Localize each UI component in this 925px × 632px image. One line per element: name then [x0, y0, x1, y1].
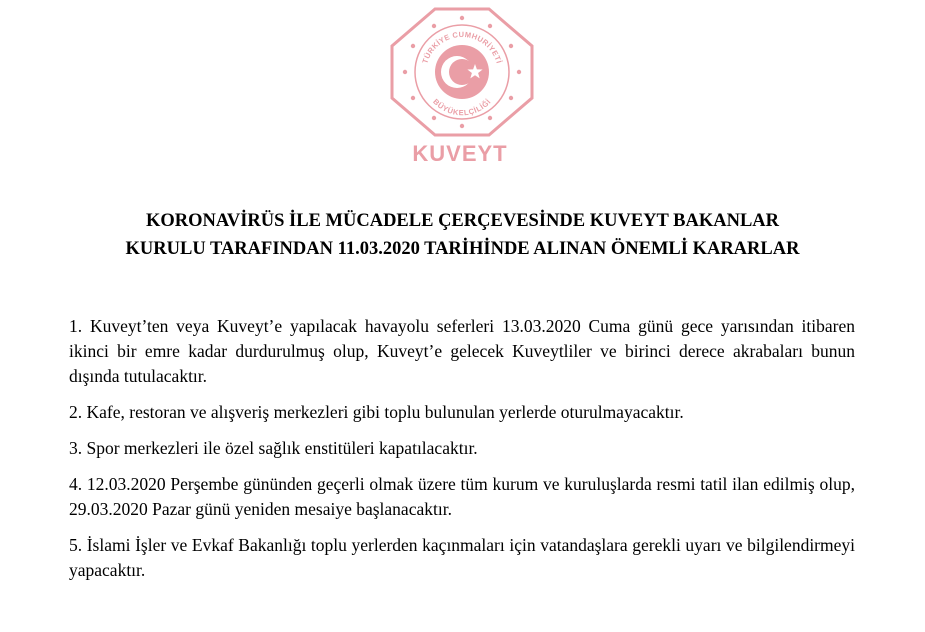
decision-item-4: 4. 12.03.2020 Perşembe gününden geçerli olmak üzere tüm kurum ve kuruluşlarda resmi tatil ilan edilmiş olup, 29.03.2020 Pazar günü yeniden mesaiye başlanacaktır.	[69, 474, 855, 519]
emblem-top-text: TÜRKİYE CUMHURİYETİ	[420, 29, 504, 65]
decision-item-1: 1. Kuveyt’ten veya Kuveyt’e yapılacak havayolu seferleri 13.03.2020 Cuma günü gece yarısından itibaren ikinci bir emre kadar durdurulmuş olup, Kuveyt’e gelecek Kuveytliler ve birinci derece akrabaları bunun dışında tutulacaktır.	[69, 316, 855, 386]
emblem-bottom-text: BÜYÜKELÇİLİĞİ	[431, 96, 493, 118]
decision-item-5: 5. İslami İşler ve Evkaf Bakanlığı toplu yerlerden kaçınmaları için vatandaşlara gerekli uyarı ve bilgilendirmeyi yapacaktır.	[69, 535, 855, 580]
title-line-1: KORONAVİRÜS İLE MÜCADELE ÇERÇEVESİNDE KUVEYT BAKANLAR	[145, 211, 780, 231]
country-name: KUVEYT	[412, 141, 508, 166]
decision-list	[69, 314, 855, 594]
decision-item-3: 3. Spor merkezleri ile özel sağlık enstitüleri kapatılacaktır.	[69, 438, 478, 458]
decision-item-2: 2. Kafe, restoran ve alışveriş merkezleri gibi toplu bulunulan yerlerde oturulmayacaktır.	[69, 402, 684, 422]
title-line-2: KURULU TARAFINDAN 11.03.2020 TARİHİNDE ALINAN ÖNEMLİ KARARLAR	[125, 239, 800, 259]
crescent-star-emblem-icon	[389, 6, 535, 138]
document-title	[40, 207, 885, 263]
